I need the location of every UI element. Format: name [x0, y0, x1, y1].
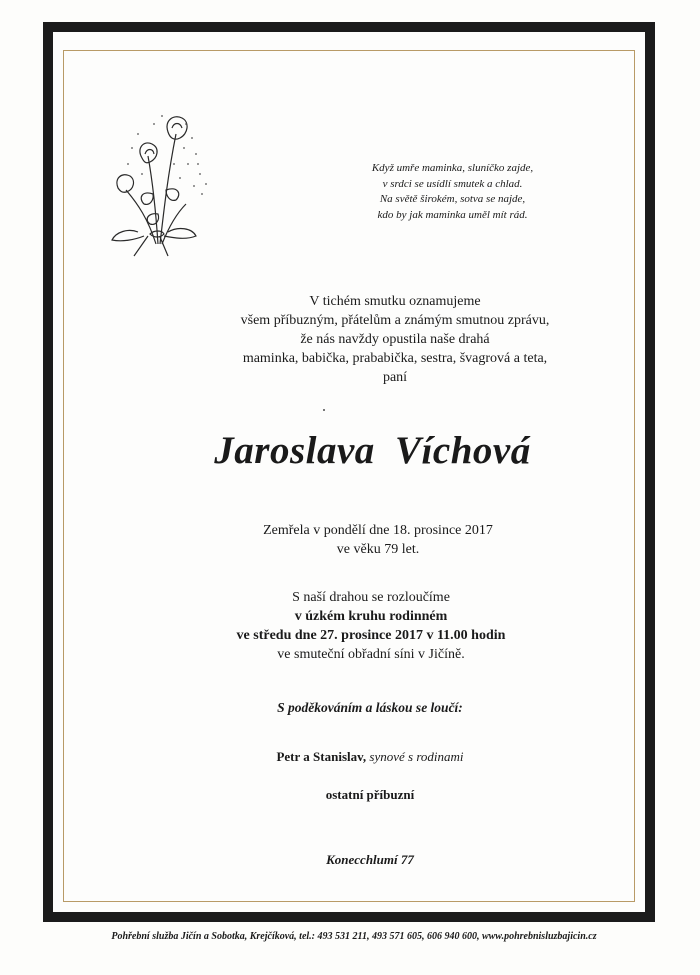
poem-line: v srdci se usídlí smutek a chlad. — [382, 177, 523, 190]
roses-illustration-icon — [98, 94, 218, 260]
death-details — [0, 521, 700, 559]
announcement-line: paní — [382, 370, 408, 385]
other-relatives: ostatní příbuzní — [325, 787, 415, 802]
poem-line: Když umře maminka, sluníčko zajde, — [371, 162, 534, 174]
residence-place: Konecchlumí 77 — [326, 852, 414, 867]
announcement-text — [0, 292, 700, 387]
sons-relation: synové s rodinami — [369, 749, 464, 764]
farewell-line: S naší drahou se rozloučíme — [292, 590, 450, 605]
funeral-venue-line: ve smuteční obřadní síni v Jičíně. — [277, 647, 465, 662]
sons-names: Petr a Stanislav, — [276, 749, 367, 764]
decorative-dot — [323, 409, 325, 411]
death-age-line: ve věku 79 let. — [336, 542, 420, 557]
announcement-line: všem příbuzným, přátelům a známým smutnou zprávu, — [240, 313, 550, 328]
funeral-date-line: ve středu dne 27. prosince 2017 v 11.00 hodin — [236, 628, 506, 643]
thanks-heading: S poděkováním a láskou se loučí: — [277, 700, 463, 715]
announcement-line: že nás navždy opustila naše drahá — [300, 332, 490, 347]
announcement-line: maminka, babička, prababička, sestra, švagrová a teta, — [242, 351, 548, 366]
family-circle-line: v úzkém kruhu rodinném — [294, 609, 448, 624]
sons-line — [0, 749, 700, 765]
deceased-name: Jaroslava Víchová — [214, 429, 531, 472]
poem-verse — [330, 161, 575, 223]
death-date-line: Zemřela v pondělí dne 18. prosince 2017 — [263, 523, 493, 538]
announcement-line: V tichém smutku oznamujeme — [309, 294, 481, 309]
poem-line: Na světě širokém, sotva se najde, — [379, 193, 526, 205]
funeral-details — [0, 588, 700, 664]
poem-line: kdo by jak maminka uměl mít rád. — [377, 208, 528, 221]
funeral-service-footer: Pohřební služba Jičín a Sobotka, Krejčíková, tel.: 493 531 211, 493 571 605, 606 940 600, www.pohrebnisluzbajicin.cz — [111, 931, 597, 942]
